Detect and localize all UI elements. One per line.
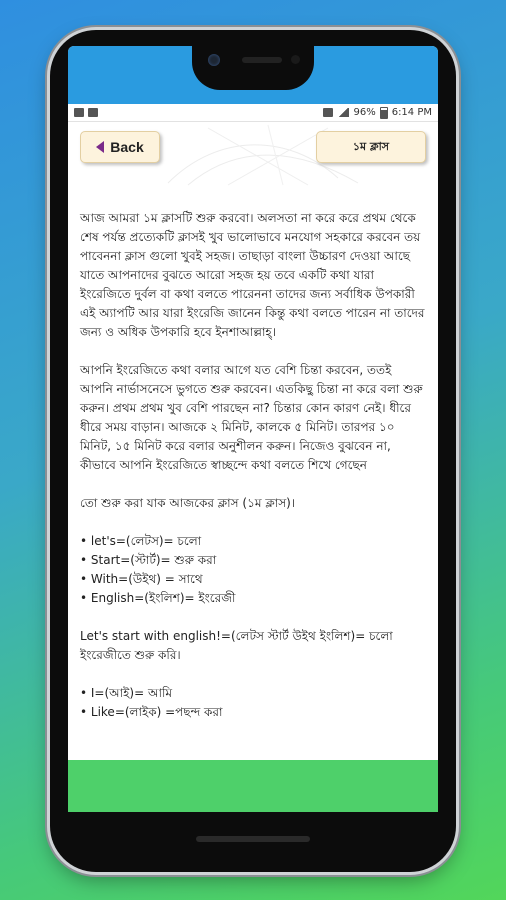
proximity-sensor-icon: [291, 55, 300, 64]
list-item: • Like=(লাইক) =পছন্দ করা: [80, 705, 223, 719]
mail-notification-icon: [88, 108, 98, 117]
battery-icon: [380, 107, 388, 119]
status-bar: [68, 104, 438, 122]
battery-percent: 96%: [353, 107, 376, 118]
earpiece-speaker: [242, 57, 282, 63]
lesson-paragraph-3: তো শুরু করা যাক আজকের ক্লাস (১ম ক্লাস)।: [80, 496, 296, 510]
lesson-paragraph-1: আজ আমরা ১ম ক্লাসটি শুরু করবো। অলসতা না করে করে প্রথম থেকে শেষ পর্যন্ত প্রত্যেকটি ক্লাসই খুব ভালোভাবে মনযোগ সহকারে করবেন তয় পাবেননা ক্লাস গুলো খুবই সহজ। তাছাড়া বাংলা উচ্চারণ দেওয়া আছে যাতে আপনাদের বুঝতে আরো সহজ হয় তবে একটি কথা যারা ইংরেজিতে দুর্বল বা কথা বলতে পারেননা তাদের জন্য সর্বাধিক উপকারী এই অ্যাপটি আর যারা ইংরেজি জানেন কিন্তু কথা বলতে পারেন না তাদের জন্য ও অধিক উপকারি হবে ইনশাআল্লাহ্‌।: [80, 211, 425, 339]
image-notification-icon: [74, 108, 84, 117]
app-screen: [68, 46, 438, 812]
vocab-list-1: [80, 532, 426, 608]
lesson-content: [80, 209, 426, 741]
signal-icon: [337, 108, 349, 117]
app-header: [68, 123, 438, 187]
bottom-ad-banner[interactable]: [68, 760, 438, 812]
list-item: • let's=(লেটস)= চলো: [80, 534, 202, 548]
sim-icon: [323, 108, 333, 117]
vocab-list-2: [80, 684, 426, 722]
clock: 6:14 PM: [391, 107, 432, 118]
lesson-paragraph-2: আপনি ইংরেজিতে কথা বলার আগে যত বেশি চিন্তা করবেন, ততই আপনি নার্ভাসনেসে ভুগতে শুরু করবেন। এতকিছু চিন্তা না করে বলা শুরু করুন। প্রথম প্রথম খুব বেশি পারছেন না? চিন্তার কোন কারণ নেই। ধীরে ধীরে সময় বাড়ান। আজকে ২ মিনিট, কালকে ৫ মিনিট। তারপর ১০ মিনিট, ১৫ মিনিট করে বলার অনুশীলন করুন। নিজেও বুঝবেন না, কীভাবে আপনি ইংরেজিতে স্বাচ্ছন্দে কথা বলতে শিখে গেছেন: [80, 363, 423, 472]
list-item: • With=(উইথ) = সাথে: [80, 572, 203, 586]
front-camera-icon: [208, 54, 220, 66]
list-item: • I=(আই)= আমি: [80, 686, 173, 700]
phone-notch: [192, 30, 314, 90]
home-indicator: [196, 836, 310, 842]
list-item: • English=(ইংলিশ)= ইংরেজী: [80, 591, 236, 605]
back-button-label: Back: [110, 139, 144, 155]
back-button[interactable]: [80, 131, 160, 163]
back-arrow-icon: [96, 141, 104, 153]
class-title-label: ১ম ক্লাস: [352, 139, 390, 153]
lesson-paragraph-4: Let's start with english!=(লেটস স্টার্ট উইথ ইংলিশ)= চলো ইংরেজীতে শুরু করি।: [80, 629, 393, 662]
class-title-button[interactable]: [316, 131, 426, 163]
list-item: • Start=(স্টার্ট)= শুরু করা: [80, 553, 217, 567]
